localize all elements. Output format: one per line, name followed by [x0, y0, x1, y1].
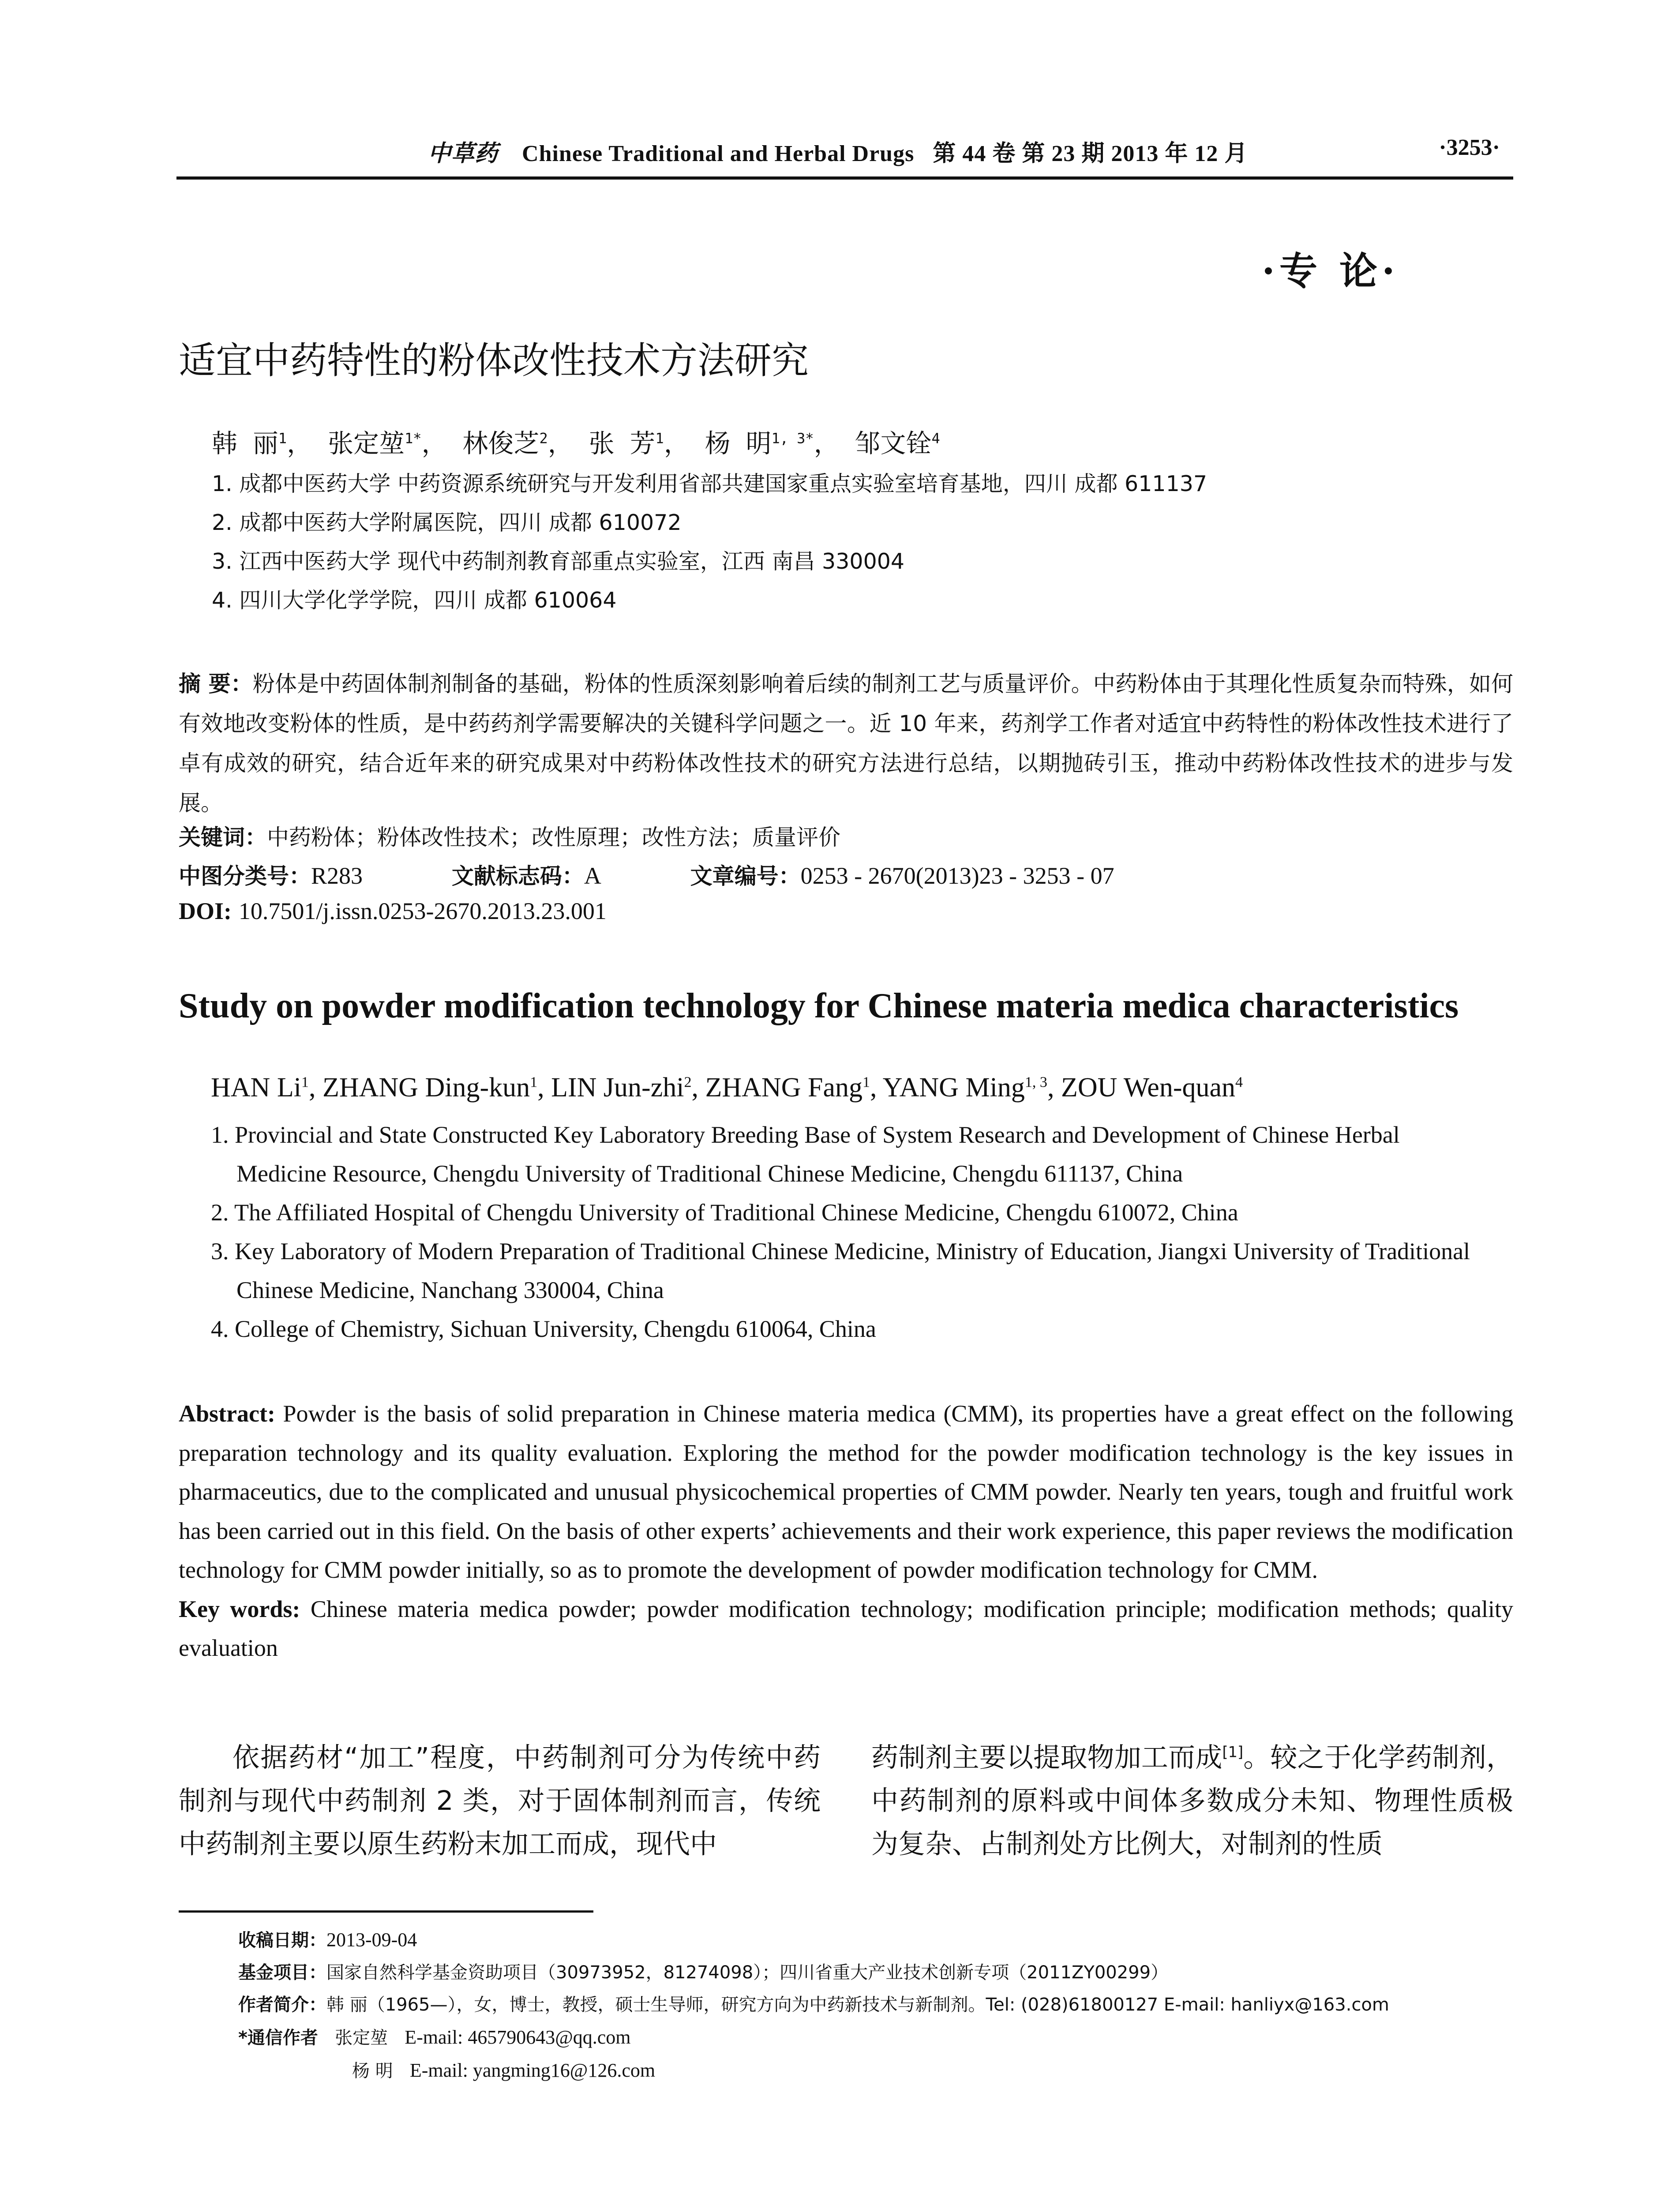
- author-sup: 1: [278, 430, 287, 447]
- keywords-cn: [179, 820, 840, 852]
- affiliation-cn-1: 1. 成都中医药大学 中药资源系统研究与开发利用省部共建国家重点实验室培育基地，四川 成都 611137: [212, 471, 1208, 496]
- corresponding-label: *通信作者: [238, 2028, 318, 2048]
- keywords-en-label: Key words:: [179, 1595, 300, 1622]
- author-sep: ，: [287, 428, 313, 458]
- keywords-en-text: Chinese materia medica powder; powder modification technology; modification principle; modification methods; quality evaluation: [179, 1595, 1514, 1661]
- affiliation-cn-3: 3. 江西中医药大学 现代中药制剂教育部重点实验室，江西 南昌 330004: [212, 549, 905, 574]
- author-sup: 1: [862, 1074, 870, 1091]
- authors-en: [211, 1072, 1243, 1103]
- received-label: 收稿日期：: [238, 1930, 326, 1951]
- affil-num: 2.: [211, 1199, 229, 1226]
- doc-code-label: 文献标志码：: [451, 863, 584, 889]
- affil-num: 1.: [211, 1122, 229, 1148]
- author-sep: ，: [664, 428, 690, 458]
- affiliation-en-4: [211, 1309, 1512, 1348]
- affil-line: Provincial and State Constructed Key Laboratory Breeding Base of System Research and Development of Chinese Herbal: [235, 1122, 1400, 1148]
- bio-value: 韩 丽（1965—），女，博士，教授，硕士生导师，研究方向为中药新技术与新制剂。Tel: (028)61800127 E-mail: hanliyx@163.com: [326, 1995, 1389, 2015]
- footnote-fund: [238, 1957, 1518, 1989]
- author-en: ZHANG Fang: [705, 1073, 862, 1103]
- footnote-corresponding-2: [238, 2054, 1518, 2087]
- affiliation-en-2: [211, 1193, 1512, 1232]
- author-sep: ,: [537, 1073, 551, 1103]
- clc-value: R283: [311, 863, 363, 889]
- keywords-cn-text: 中药粉体；粉体改性技术；改性原理；改性方法；质量评价: [267, 825, 840, 850]
- author-sep: ,: [1047, 1073, 1061, 1103]
- journal-name-en: Chinese Traditional and Herbal Drugs: [522, 141, 915, 166]
- affiliation-cn-2: 2. 成都中医药大学附属医院，四川 成都 610072: [212, 510, 682, 535]
- article-number-value: 0253 - 2670(2013)23 - 3253 - 07: [800, 863, 1114, 889]
- body-text: 。较之于化学药制剂，中药制剂的原料或中间体多数成分未知、物理性质极为复杂、占制剂处方比例大，对制剂的性质: [871, 1742, 1513, 1860]
- author-sup: 1, 3: [1024, 1074, 1047, 1091]
- section-tag: ·专 论·: [1262, 249, 1399, 293]
- author-sup: 1: [530, 1074, 538, 1091]
- affiliation-cn-4: 4. 四川大学化学学院，四川 成都 610064: [212, 588, 617, 613]
- running-header: [176, 135, 1513, 180]
- author-sup: 2: [539, 430, 548, 447]
- author-sup: 1, 3*: [771, 430, 814, 447]
- body-text: 药制剂主要以提取物加工而成: [871, 1742, 1222, 1773]
- body-column-right: [871, 1736, 1513, 1866]
- affil-line: The Affiliated Hospital of Chengdu University of Traditional Chinese Medicine, Chengdu 610072, China: [234, 1199, 1238, 1226]
- received-value: 2013-09-04: [326, 1929, 417, 1951]
- fund-value: 国家自然科学基金资助项目（30973952，81274098）；四川省重大产业技术创新专项（2011ZY00299）: [326, 1962, 1169, 1983]
- title-cn: 适宜中药特性的粉体改性技术方法研究: [179, 339, 809, 382]
- abstract-en-text: Powder is the basis of solid preparation in Chinese materia medica (CMM), its properties have a great effect on the following preparation technology and its quality evaluation. Exploring the method for the powder modification technology is the key issues in pharmaceutics, due to the complicated and unusual physicochemical properties of CMM powder. Nearly ten years, tough and fruitful work has been carried out in this field. On the basis of other experts’ achievements and their work experience, this paper reviews the modification technology for CMM powder initially, so as to promote the development of powder modification technology for CMM.: [179, 1400, 1513, 1583]
- footnote-bio: [238, 1989, 1518, 2021]
- footnote-divider: [179, 1910, 593, 1913]
- article-number-label: 文章编号：: [690, 863, 801, 889]
- affil-num: 4.: [211, 1316, 229, 1342]
- issue-info: 第 44 卷 第 23 期 2013 年 12 月: [933, 141, 1248, 166]
- corresponding-name: 杨 明: [352, 2061, 393, 2081]
- clc-label: 中图分类号：: [179, 863, 311, 889]
- author-cn: 邹文铨: [855, 428, 932, 458]
- author-sup: 1: [655, 430, 664, 447]
- corresponding-email[interactable]: E-mail: 465790643@qq.com: [405, 2026, 631, 2048]
- author-sep: ,: [308, 1073, 322, 1103]
- classification-line: [179, 859, 1114, 890]
- doi-value[interactable]: 10.7501/j.issn.0253-2670.2013.23.001: [238, 898, 607, 924]
- abstract-cn-text: 粉体是中药固体制剂制备的基础，粉体的性质深刻影响着后续的制剂工艺与质量评价。中药粉体由于其理化性质复杂而特殊，如何有效地改变粉体的性质，是中药药剂学需要解决的关键科学问题之一。近 10 年来，药剂学工作者对适宜中药特性的粉体改性技术进行了卓有成效的研究，结合近年来的研究成果对中药粉体改性技术的研究方法进行总结，以期抛砖引玉，推动中药粉体改性技术的进步与发展。: [179, 671, 1513, 816]
- fund-label: 基金项目：: [238, 1962, 326, 1983]
- author-cn: 林俊芝: [462, 428, 540, 458]
- abstract-en-label: Abstract:: [179, 1400, 275, 1427]
- page-number: ·3253·: [1439, 135, 1500, 160]
- author-sup: 1*: [405, 430, 422, 447]
- author-sep: ，: [421, 428, 447, 458]
- author-sep: ,: [870, 1073, 883, 1103]
- body-paragraph: [871, 1736, 1513, 1866]
- bio-label: 作者简介：: [238, 1995, 326, 2015]
- body-column-left: [179, 1736, 821, 1866]
- author-sep: ，: [814, 428, 840, 458]
- author-sep: ，: [548, 428, 574, 458]
- doc-code-value: A: [584, 863, 601, 889]
- abstract-cn: [179, 664, 1513, 823]
- journal-line: [428, 135, 1248, 168]
- author-sup: 2: [684, 1074, 692, 1091]
- author-cn: 张 芳: [589, 428, 656, 458]
- affiliation-en-1: [211, 1115, 1512, 1193]
- authors-cn: [212, 423, 940, 460]
- affiliation-en-3: [211, 1232, 1512, 1309]
- citation-ref[interactable]: [1]: [1222, 1743, 1244, 1761]
- author-cn: 杨 明: [705, 428, 772, 458]
- abstract-cn-label: 摘 要：: [179, 671, 253, 697]
- body-paragraph: 依据药材“加工”程度，中药制剂可分为传统中药制剂与现代中药制剂 2 类，对于固体制剂而言，传统中药制剂主要以原生药粉末加工而成，现代中: [179, 1742, 821, 1860]
- affil-line: Key Laboratory of Modern Preparation of Traditional Chinese Medicine, Ministry of Education, Jiangxi University of Traditional: [235, 1238, 1470, 1264]
- footnotes: [238, 1924, 1518, 2087]
- corresponding-email[interactable]: E-mail: yangming16@126.com: [409, 2060, 656, 2081]
- corresponding-name: 张定堃: [335, 2028, 388, 2048]
- doi-label: DOI:: [179, 898, 232, 924]
- author-sup: 4: [1235, 1074, 1243, 1091]
- affil-line: Chinese Medicine, Nanchang 330004, China: [236, 1277, 664, 1303]
- author-cn: 张定堃: [328, 428, 405, 458]
- abstract-en: [179, 1394, 1513, 1668]
- author-cn: 韩 丽: [212, 428, 278, 458]
- affil-num: 3.: [211, 1238, 229, 1264]
- affil-line: Medicine Resource, Chengdu University of Traditional Chinese Medicine, Chengdu 611137, China: [236, 1160, 1183, 1187]
- author-en: HAN Li: [211, 1073, 301, 1103]
- keywords-cn-label: 关键词：: [179, 825, 267, 850]
- author-en: ZHANG Ding-kun: [322, 1073, 530, 1103]
- journal-name-cn: 中草药: [428, 140, 499, 167]
- author-en: ZOU Wen-quan: [1061, 1073, 1235, 1103]
- title-en: Study on powder modification technology for Chinese materia medica characteristics: [179, 987, 1459, 1025]
- doi-line: [179, 897, 607, 925]
- footnote-corresponding-1: [238, 2021, 1518, 2054]
- affil-line: College of Chemistry, Sichuan University, Chengdu 610064, China: [235, 1316, 876, 1342]
- author-sup: 4: [931, 430, 940, 447]
- author-en: LIN Jun-zhi: [551, 1073, 684, 1103]
- author-en: YANG Ming: [882, 1073, 1025, 1103]
- author-sup: 1: [301, 1074, 309, 1091]
- footnote-received: [238, 1924, 1518, 1957]
- author-sep: ,: [691, 1073, 705, 1103]
